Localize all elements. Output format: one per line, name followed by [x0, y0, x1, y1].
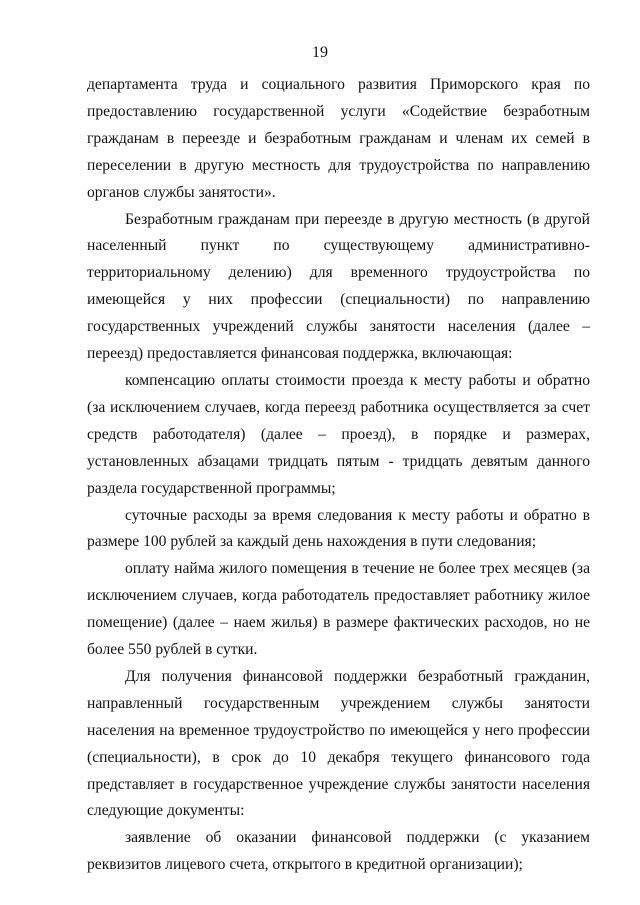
paragraph-documents-requirement: Для получения финансовой поддержки безработный гражданин, направленный государственным учреждением службы занятости населения на временное трудоустройство по имеющейся у него профессии (специальности), в срок до 10 декабря текущего финансового года представляет в государственное учреждение службы занятости населения следующие документы:: [87, 667, 590, 820]
paragraph-housing-rent: оплату найма жилого помещения в течение не более трех месяцев (за исключением случаев, когда работодатель предоставляет работнику жилое помещение) (далее – наем жилья) в размере фактических расходов, но не более 550 рублей в сутки.: [87, 560, 590, 659]
page-number: 19: [312, 44, 328, 61]
paragraph-continuation: департамента труда и социального развития Приморского края по предоставлению государственной услуги «Содействие безработным гражданам в переезде и безработным гражданам и членам их семей в переселении в другую местность для трудоустройства по направлению органов службы занятости».: [87, 76, 590, 201]
document-body: [87, 72, 590, 879]
paragraph-daily-allowance: суточные расходы за время следования к месту работы и обратно в размере 100 рублей за каждый день нахождения в пути следования;: [87, 506, 590, 551]
paragraph-financial-support: Безработным гражданам при переезде в другую местность (в другой населенный пункт по существующему административно-территориальному делению) для временного трудоустройства по имеющейся у них профессии (специальности) по направлению государственных учреждений службы занятости населения (далее – переезд) предоставляется финансовая поддержка, включающая:: [87, 210, 590, 363]
paragraph-application: заявление об оказании финансовой поддержки (с указанием реквизитов лицевого счета, открытого в кредитной организации);: [87, 829, 590, 874]
paragraph-travel-compensation: компенсацию оплаты стоимости проезда к месту работы и обратно (за исключением случаев, когда переезд работника осуществляется за счет средств работодателя) (далее – проезд), в порядке и размерах, установленных абзацами тридцать пятым - тридцать девятым данного раздела государственной программы;: [87, 371, 590, 497]
